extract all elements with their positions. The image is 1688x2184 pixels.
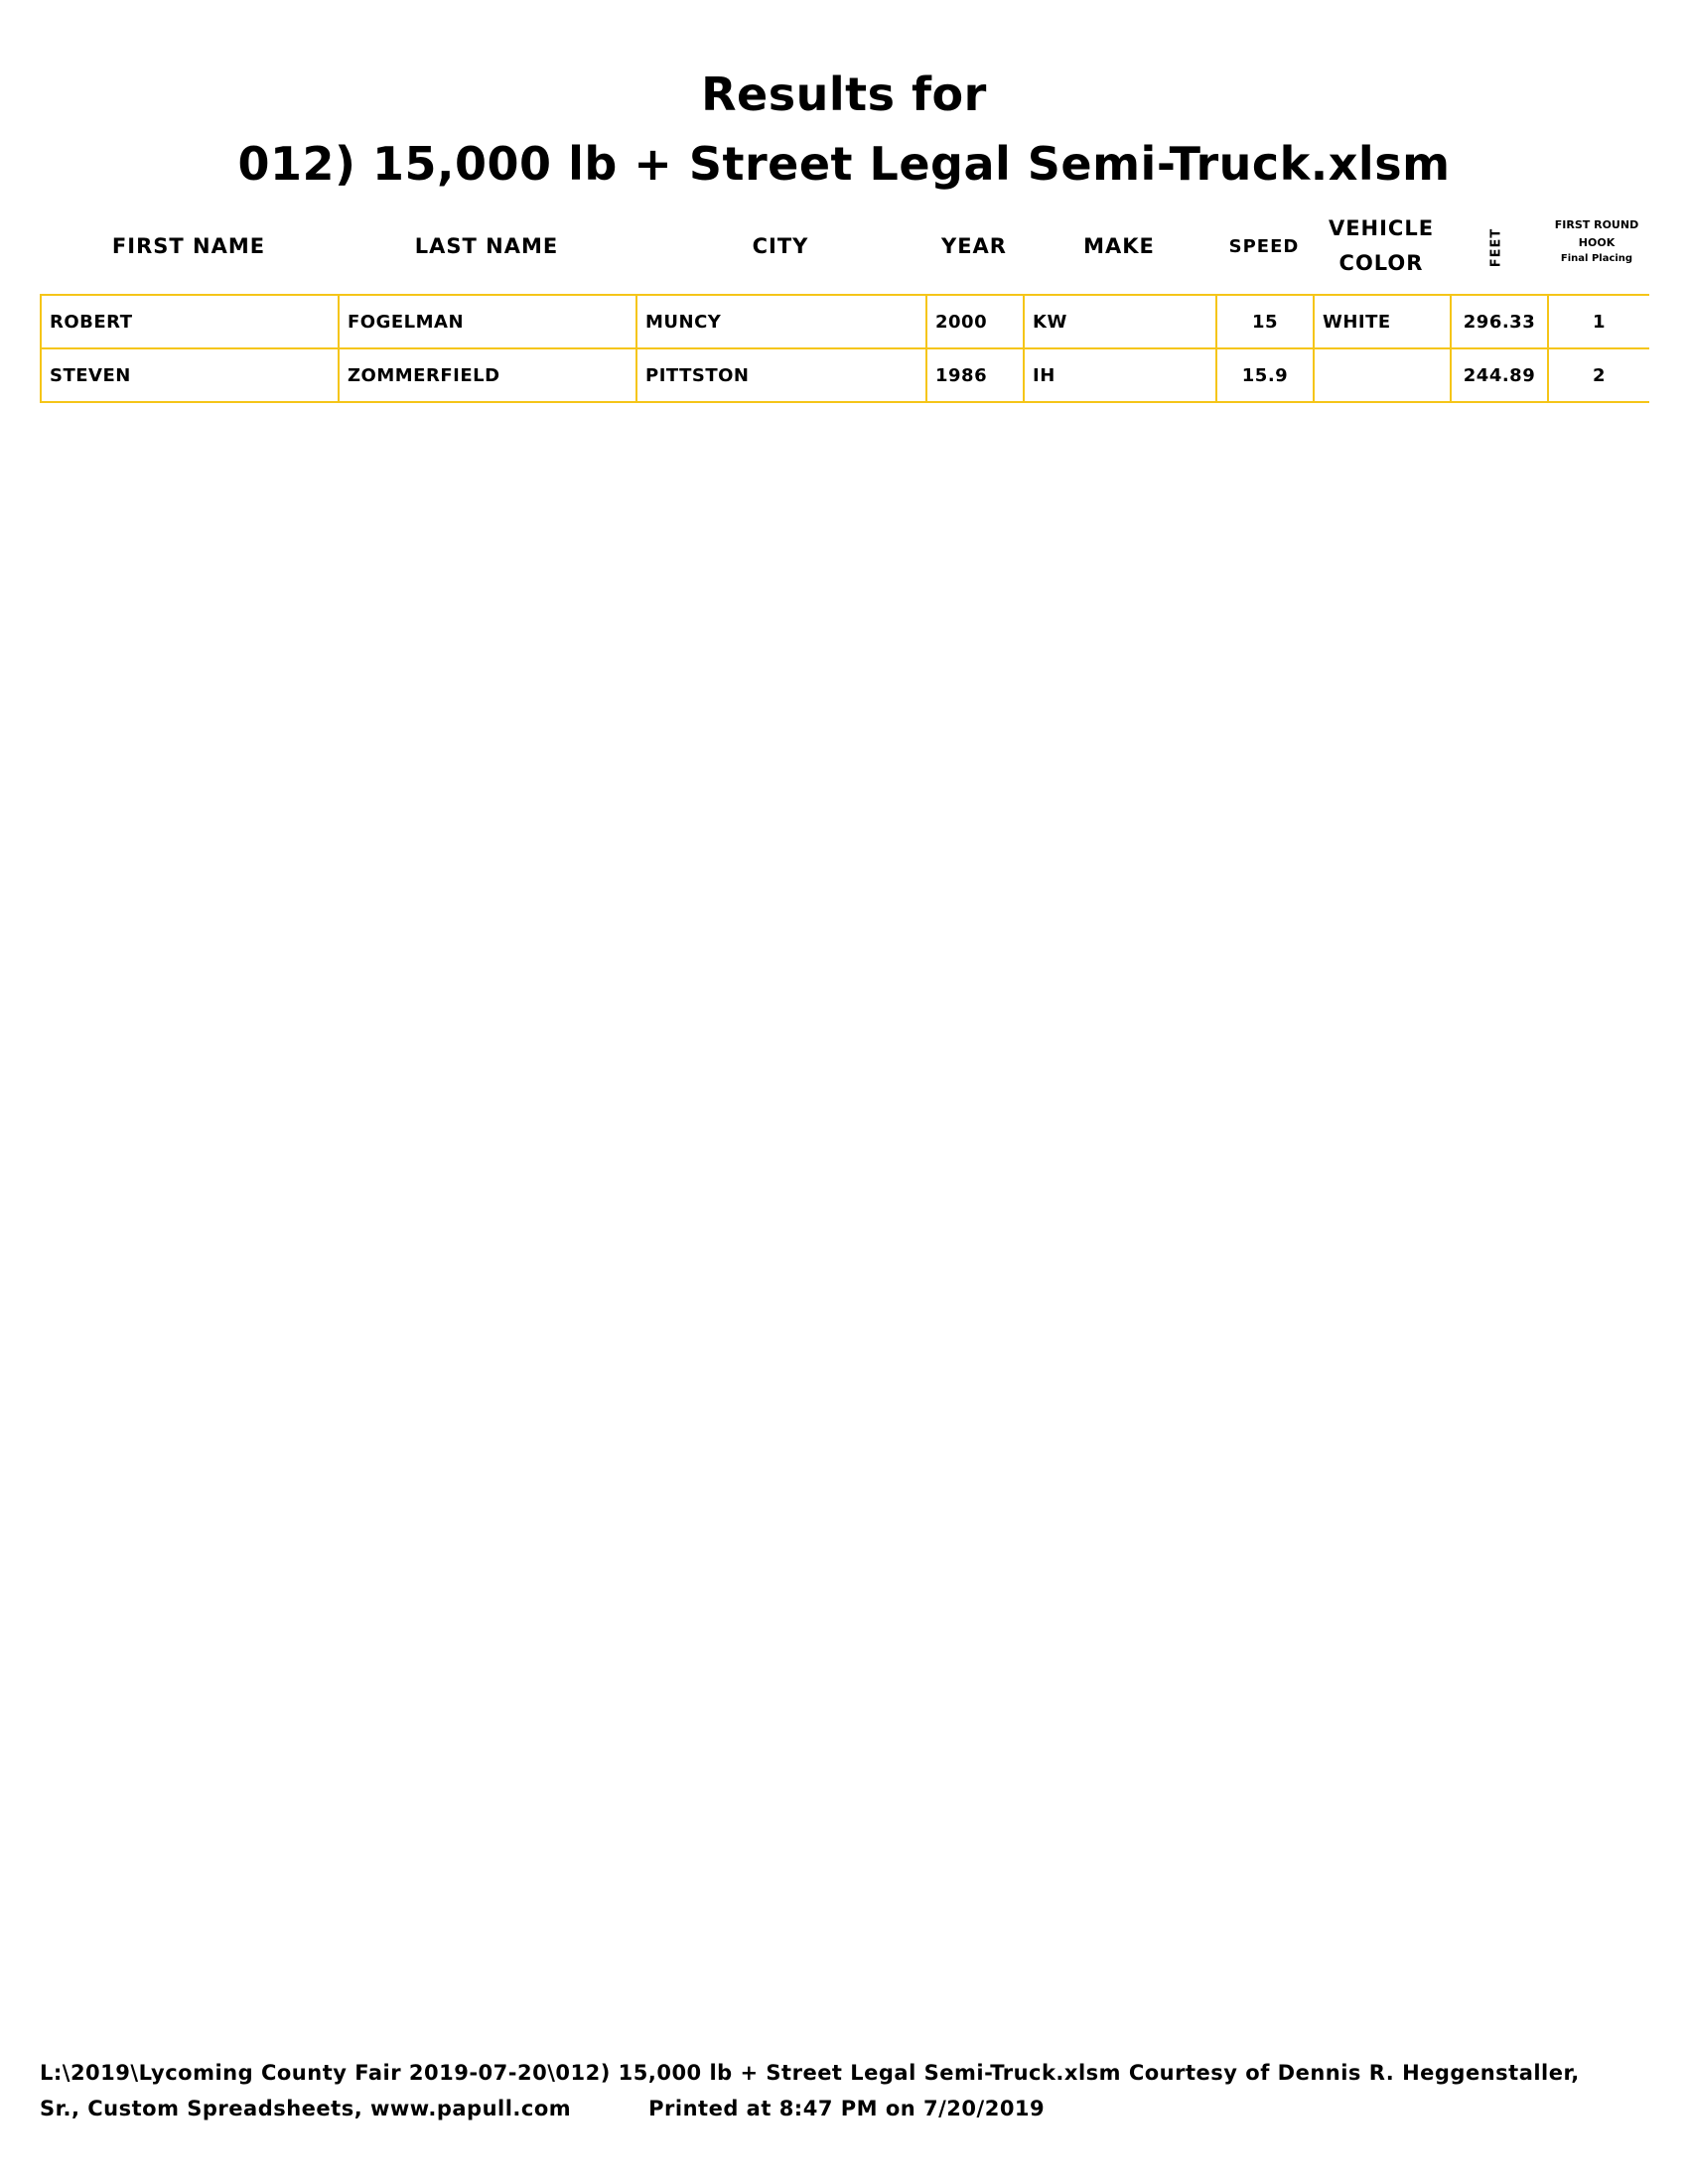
footer-line-2	[40, 2097, 1648, 2120]
cell-first-name: ROBERT	[41, 295, 339, 348]
header-speed: SPEED	[1228, 236, 1300, 257]
footer-credit: Sr., Custom Spreadsheets, www.papull.com	[40, 2097, 572, 2120]
title-line-1: Results for	[701, 68, 987, 121]
header-final-placing-label: Final Placing	[1560, 253, 1633, 265]
title-line-2: 012) 15,000 lb + Street Legal Semi-Truck.xlsm	[237, 137, 1451, 191]
cell-city: PITTSTON	[636, 348, 926, 402]
cell-placing: 1	[1548, 295, 1649, 348]
cell-feet: 296.33	[1451, 295, 1548, 348]
header-first-round-label: FIRST ROUND	[1554, 218, 1639, 231]
cell-placing: 2	[1548, 348, 1649, 402]
table-row	[41, 295, 1649, 348]
table-row	[41, 348, 1649, 402]
cell-city: MUNCY	[636, 295, 926, 348]
header-city: CITY	[752, 234, 809, 258]
cell-year: 1986	[926, 348, 1024, 402]
cell-last-name: FOGELMAN	[339, 295, 636, 348]
footer-printed: Printed at 8:47 PM on 7/20/2019	[648, 2097, 1046, 2120]
header-vehicle-label: VEHICLE	[1328, 216, 1435, 240]
header-hook-label: HOOK	[1578, 235, 1616, 249]
results-table	[40, 294, 1649, 403]
cell-last-name: ZOMMERFIELD	[339, 348, 636, 402]
header-feet: FEET	[1488, 227, 1504, 268]
header-color-label: COLOR	[1338, 251, 1424, 276]
cell-first-name: STEVEN	[41, 348, 339, 402]
header-year: YEAR	[941, 234, 1007, 258]
cell-color	[1314, 348, 1451, 402]
footer-line-1: L:\2019\Lycoming County Fair 2019-07-20\012) 15,000 lb + Street Legal Semi-Truck.xlsm Courtesy of Dennis R. Heggenstaller,	[40, 2061, 1580, 2085]
cell-speed: 15.9	[1216, 348, 1314, 402]
cell-year: 2000	[926, 295, 1024, 348]
cell-color: WHITE	[1314, 295, 1451, 348]
header-last-name: LAST NAME	[414, 234, 559, 258]
header-first-round	[1545, 216, 1648, 267]
header-make: MAKE	[1083, 234, 1155, 258]
header-vehicle-color	[1313, 216, 1450, 276]
cell-feet: 244.89	[1451, 348, 1548, 402]
cell-make: IH	[1024, 348, 1216, 402]
cell-speed: 15	[1216, 295, 1314, 348]
cell-make: KW	[1024, 295, 1216, 348]
header-first-name: FIRST NAME	[111, 234, 266, 258]
